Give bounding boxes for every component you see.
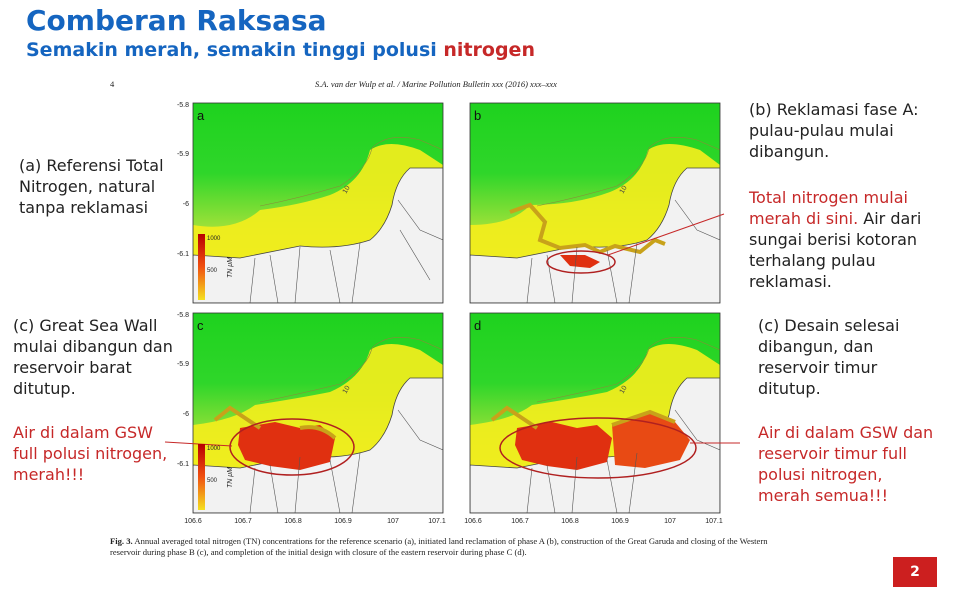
contour-label-b: 10 [618, 184, 629, 195]
contour-label-a: 10 [341, 184, 352, 195]
annotation-d-red: Air di dalam GSW dan reservoir timur full polusi nitrogen, merah semua!!! [758, 423, 934, 505]
y-tick-bottom-1: -5.8 [176, 312, 189, 319]
annotation-c: (c) Great Sea Wall mulai dibangun dan reservoir barat ditutup. [13, 316, 173, 398]
slide-title: Comberan Raksasa [26, 4, 327, 37]
y-tick-bottom-2: -5.9 [176, 361, 189, 368]
annotation-a: (a) Referensi Total Nitrogen, natural tanpa reklamasi [19, 156, 164, 217]
annotation-b-detail [749, 187, 939, 292]
x-tick-c-6: 107.1 [428, 518, 446, 525]
figure-caption [110, 536, 800, 558]
subtitle-highlight: nitrogen [443, 39, 535, 61]
x-tick-c-2: 106.7 [234, 518, 252, 525]
x-tick-d-2: 106.7 [511, 518, 529, 525]
caption-text: Annual averaged total nitrogen (TN) concentrations for the reference scenario (a), initiated land reclamation of phase A (b), construction of the Great Garuda and closing of the Western reservoir during phase B (c), and completion of the initial design with closure of the eastern reservoir during phase C (d). [110, 536, 768, 557]
y-tick-top-2: -5.9 [176, 151, 189, 158]
colorbar-top-tick-500: 500 [207, 268, 218, 274]
contour-label-c: 10 [341, 384, 352, 395]
y-tick-top-4: -6.1 [176, 251, 189, 258]
x-tick-c-4: 106.9 [334, 518, 352, 525]
colorbar-bottom-tick-1000: 1000 [207, 446, 221, 452]
x-tick-c-3: 106.8 [284, 518, 302, 525]
x-tick-c-1: 106.6 [184, 518, 202, 525]
y-tick-bottom-3: -6 [182, 411, 189, 418]
colorbar-bottom [198, 444, 205, 510]
x-tick-d-6: 107.1 [705, 518, 723, 525]
caption-label: Fig. 3. [110, 536, 133, 546]
panel-letter-c: c [197, 318, 204, 333]
y-tick-top-1: -5.8 [176, 102, 189, 109]
colorbar-top-tick-1000: 1000 [207, 236, 221, 242]
colorbar-bottom-label: TN μM [227, 467, 234, 488]
panel-d [470, 313, 720, 513]
annotation-b-red: Total nitrogen mulai merah di sini. [749, 188, 908, 228]
panel-letter-a: a [197, 108, 205, 123]
annotation-b-rest: Air dari sungai berisi kotoran terhalang pulau reklamasi. [749, 209, 922, 291]
panel-letter-d: d [474, 318, 482, 333]
x-tick-d-4: 106.9 [611, 518, 629, 525]
colorbar-top [198, 234, 205, 300]
x-tick-d-5: 107 [664, 518, 676, 525]
y-tick-bottom-4: -6.1 [176, 461, 189, 468]
subtitle-prefix: Semakin merah, semakin tinggi polusi [26, 39, 444, 61]
panel-letter-b: b [474, 108, 482, 123]
slide-page-number: 2 [893, 557, 937, 587]
annotation-d: (c) Desain selesai dibangun, dan reservoir timur ditutup. [758, 316, 900, 398]
annotation-c-red: Air di dalam GSW full polusi nitrogen, merah!!! [13, 423, 168, 484]
x-tick-d-1: 106.6 [464, 518, 482, 525]
colorbar-bottom-tick-500: 500 [207, 478, 218, 484]
colorbar-top-label: TN μM [227, 257, 234, 278]
paper-journal: S.A. van der Wulp et al. / Marine Pollution Bulletin xxx (2016) xxx–xxx [315, 79, 557, 89]
paper-page-number: 4 [110, 79, 115, 89]
contour-label-d: 10 [618, 384, 629, 395]
x-tick-c-5: 107 [387, 518, 399, 525]
annotation-b: (b) Reklamasi fase A: pulau-pulau mulai dibangun. [749, 100, 919, 161]
panel-b [470, 103, 720, 303]
y-tick-top-3: -6 [182, 201, 189, 208]
x-tick-d-3: 106.8 [561, 518, 579, 525]
